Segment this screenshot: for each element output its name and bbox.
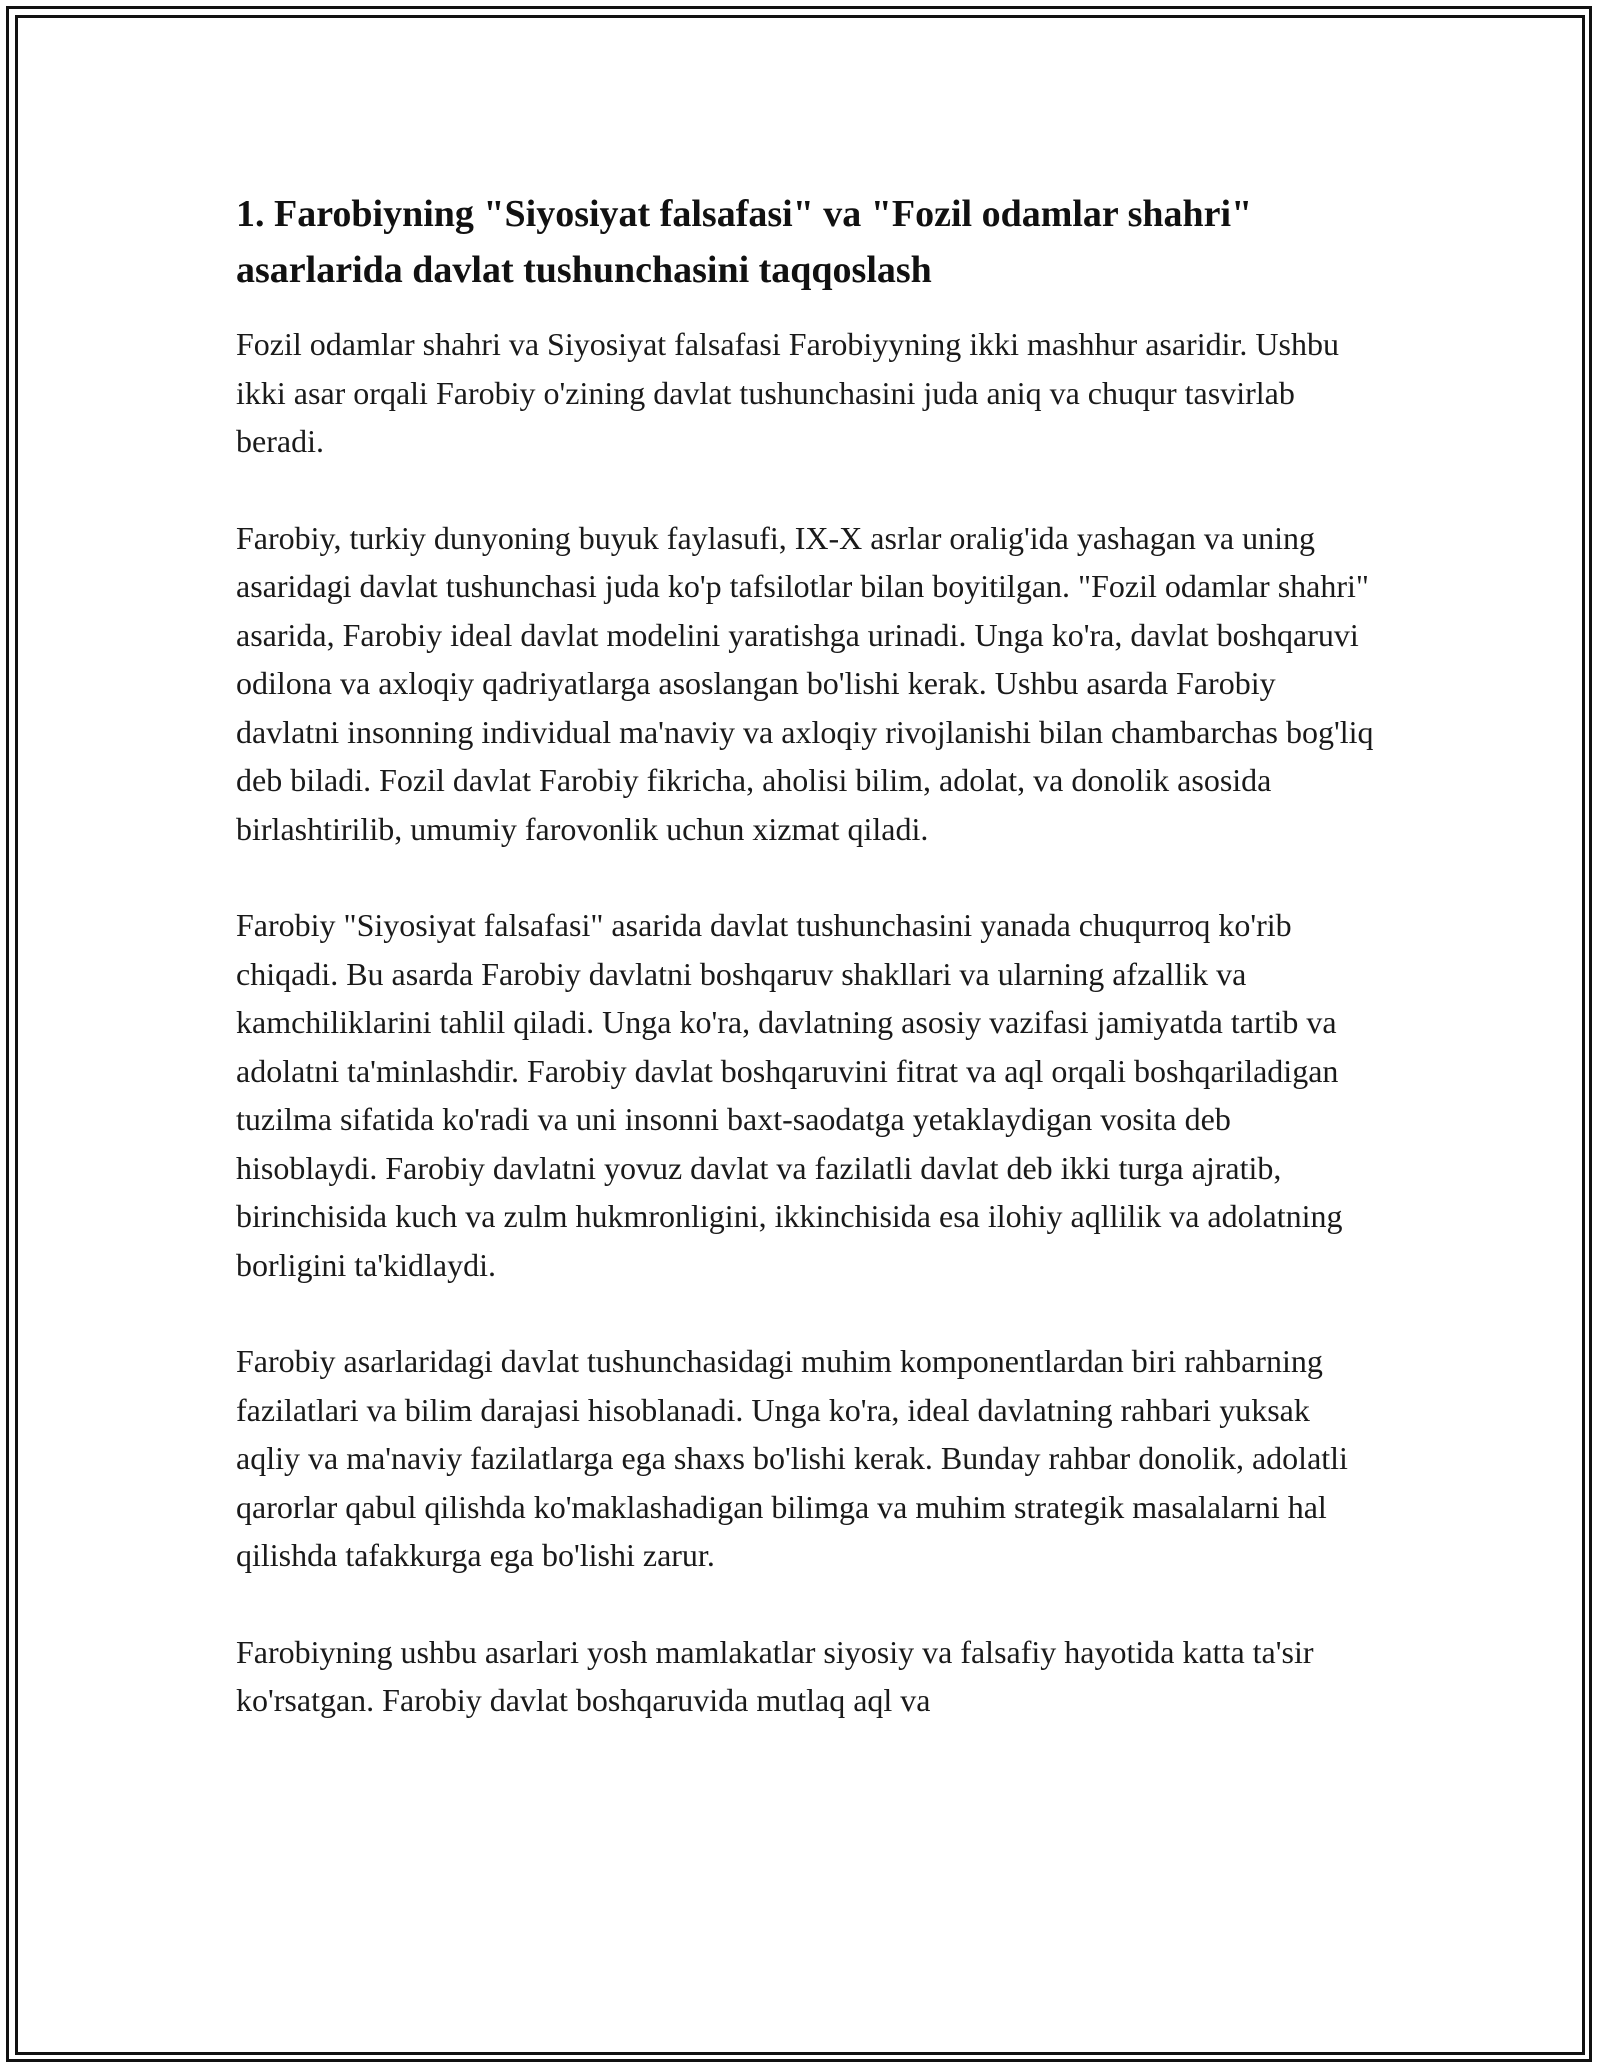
paragraph-tasir: Farobiyning ushbu asarlari yosh mamlakatlar siyosiy va falsafiy hayotida katta ta'sir ko'rsatgan. Farobiy davlat boshqaruvida mutlaq aql va: [236, 1633, 1314, 1718]
document-body: [236, 186, 1376, 1773]
paragraph-fozil-odamlar-shahri: Farobiy, turkiy dunyoning buyuk faylasufi, IX-X asrlar oralig'ida yashagan va uning asaridagi davlat tushunchasi juda ko'p tafsilotlar bilan boyitilgan. "Fozil odamlar shahri" asarida, Farobiy ideal davlat modelini yaratishga urinadi. Unga ko'ra, davlat boshqaruvi odilona va axloqiy qadriyatlarga asoslangan bo'lishi kerak. Ushbu asarda Farobiy davlatni insonning individual ma'naviy va axloqiy rivojlanishi bilan chambarchas bog'liq deb biladi. Fozil davlat Farobiy fikricha, aholisi bilim, adolat, va donolik asosida birlashtirilib, umumiy farovonlik uchun xizmat qiladi.: [236, 519, 1374, 847]
section-heading: 1. Farobiyning "Siyosiyat falsafasi" va "Fozil odamlar shahri" asarlarida davlat tushunchasini taqqoslash: [236, 193, 1253, 291]
paragraph-siyosiyat-falsafasi: Farobiy "Siyosiyat falsafasi" asarida davlat tushunchasini yanada chuqurroq ko'rib chiqadi. Bu asarda Farobiy davlatni boshqaruv shakllari va ularning afzallik va kamchiliklarini tahlil qiladi. Unga ko'ra, davlatning asosiy vazifasi jamiyatda tartib va adolatni ta'minlashdir. Farobiy davlat boshqaruvini fitrat va aql orqali boshqariladigan tuzilma sifatida ko'radi va uni insonni baxt-saodatga yetaklaydigan vosita deb hisoblaydi. Farobiy davlatni yovuz davlat va fazilatli davlat deb ikki turga ajratib, birinchisida kuch va zulm hukmronligini, ikkinchisida esa ilohiy aqllilik va adolatning borligini ta'kidlaydi.: [236, 907, 1343, 1283]
paragraph-rahbar-fazilatlari: Farobiy asarlaridagi davlat tushunchasidagi muhim komponentlardan biri rahbarning fazilatlari va bilim darajasi hisoblanadi. Unga ko'ra, ideal davlatning rahbari yuksak aqliy va ma'naviy fazilatlarga ega shaxs bo'lishi kerak. Bunday rahbar donolik, adolatli qarorlar qabul qilishda ko'maklashadigan bilimga va muhim strategik masalalarni hal qilishda tafakkurga ega bo'lishi zarur.: [236, 1343, 1348, 1573]
paragraph-intro: Fozil odamlar shahri va Siyosiyat falsafasi Farobiyyning ikki mashhur asaridir. Ushbu ikki asar orqali Farobiy o'zining davlat tushunchasini juda aniq va chuqur tasvirlab beradi.: [236, 326, 1339, 459]
